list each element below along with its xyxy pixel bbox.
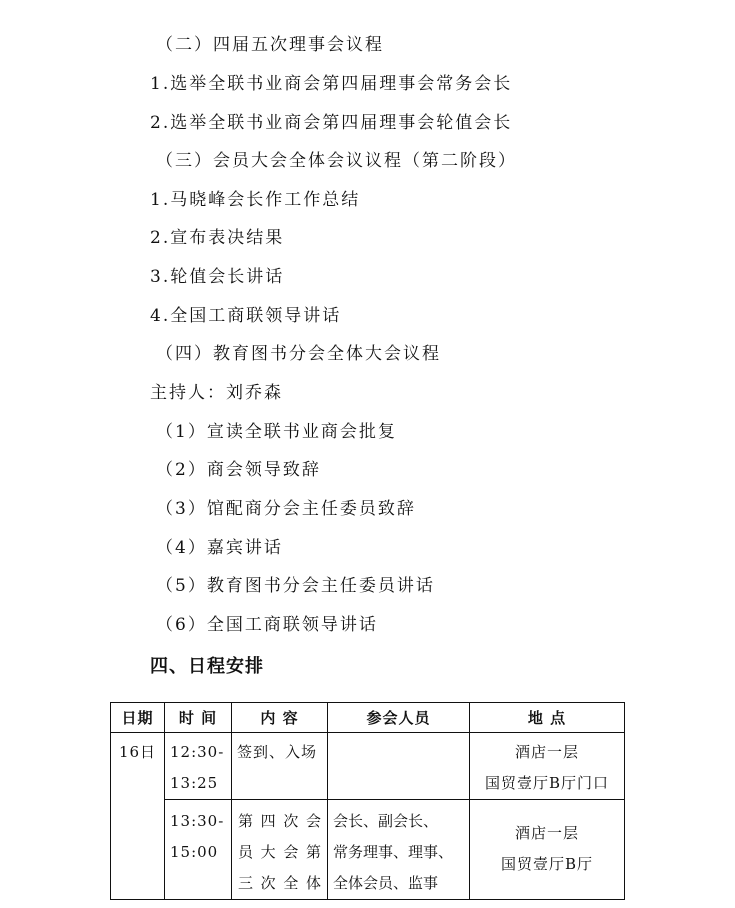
content-line: 第四次会 (238, 812, 321, 830)
agenda-line: （四）教育图书分会全体大会议程 (156, 344, 441, 364)
table-row (111, 800, 625, 900)
table-row (111, 733, 625, 800)
schedule-table (110, 702, 625, 900)
header-date: 日期 (111, 703, 165, 733)
agenda-line: （6）全国工商联领导讲话 (156, 615, 378, 635)
table-header-row (111, 703, 625, 733)
attendees-cell (328, 733, 470, 800)
agenda-line: （2）商会领导致辞 (156, 460, 321, 480)
header-time: 时 间 (165, 703, 232, 733)
location-line: 酒店一层 (514, 743, 579, 761)
agenda-line: 1.马晓峰会长作工作总结 (150, 190, 361, 210)
agenda-line: （5）教育图书分会主任委员讲话 (156, 576, 435, 596)
date-text: 16日 (118, 743, 157, 761)
time-end: 13:25 (170, 774, 219, 792)
location-line: 酒店一层 (514, 824, 579, 842)
date-cell (111, 733, 165, 900)
agenda-line: （4）嘉宾讲话 (156, 538, 283, 558)
content-cell (232, 800, 328, 900)
agenda-line: 1.选举全联书业商会第四届理事会常务会长 (150, 74, 513, 94)
agenda-line: 3.轮值会长讲话 (150, 267, 285, 287)
time-cell (165, 733, 232, 800)
attendee-line: 全体会员、监事 (333, 874, 439, 892)
agenda-line: （3）馆配商分会主任委员致辞 (156, 499, 416, 519)
header-content: 内 容 (232, 703, 328, 733)
location-line: 国贸壹厅B厅门口 (484, 774, 610, 792)
section-heading: 四、日程安排 (150, 656, 264, 677)
content-cell (232, 733, 328, 800)
attendee-line: 会长、副会长、 (333, 812, 439, 830)
time-cell (165, 800, 232, 900)
time-start: 12:30- (170, 743, 225, 761)
agenda-line: 2.选举全联书业商会第四届理事会轮值会长 (150, 113, 513, 133)
attendee-line: 常务理事、理事、 (333, 843, 454, 861)
agenda-line: （1）宣读全联书业商会批复 (156, 422, 397, 442)
agenda-line: （二）四届五次理事会议程 (156, 35, 384, 55)
time-end: 15:00 (170, 843, 219, 861)
location-cell (470, 800, 625, 900)
attendees-cell (328, 800, 470, 900)
agenda-line: 2.宣布表决结果 (150, 228, 285, 248)
location-cell (470, 733, 625, 800)
agenda-line: （三）会员大会全体会议议程（第二阶段） (156, 151, 517, 171)
time-start: 13:30- (170, 812, 225, 830)
header-attendees: 参会人员 (328, 703, 470, 733)
content-line: 员大会第 (238, 843, 321, 861)
agenda-line: 主持人：刘乔森 (150, 383, 283, 403)
content-text: 签到、入场 (237, 743, 318, 761)
header-location: 地 点 (470, 703, 625, 733)
agenda-line: 4.全国工商联领导讲话 (150, 306, 342, 326)
location-line: 国贸壹厅B厅 (500, 855, 594, 873)
content-line: 三次全体 (238, 874, 321, 892)
